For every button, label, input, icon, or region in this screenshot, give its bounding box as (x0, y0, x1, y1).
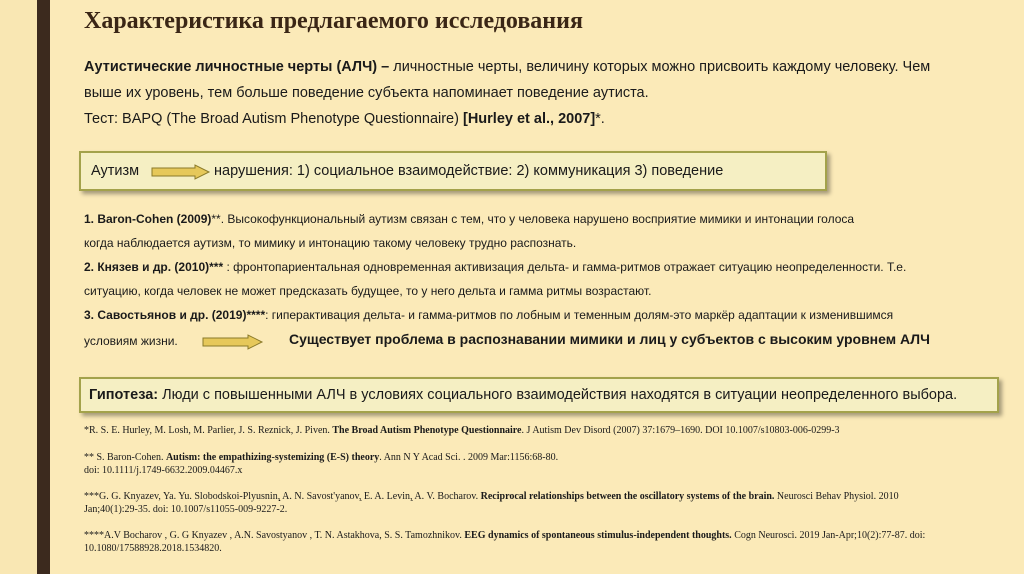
hypothesis-label: Гипотеза: (89, 387, 159, 403)
test-footnote-mark: *. (595, 111, 605, 127)
reference-2-doi: doi: 10.1111/j.1749-6632.2009.04467.x (84, 465, 243, 476)
reference-1-authors: *R. S. E. Hurley, M. Losh, M. Parlier, J. S. Reznick, J. Piven. (84, 425, 333, 436)
alch-definition: личностные черты, величину которых можно присвоить каждому человеку. Чем (389, 59, 931, 75)
autism-violations: нарушения: 1) социальное взаимодействие: 2) коммуникация 3) поведение (214, 163, 724, 179)
reference-4 (84, 530, 984, 543)
study-1-author: 1. Baron-Cohen (2009) (84, 212, 212, 226)
reference-2-title: Autism: the empathizing-systemizing (E-S) theory (165, 452, 380, 463)
reference-2-authors: ** S. Baron-Cohen. (84, 452, 166, 463)
reference-1-source: . J Autism Dev Disord (2007) 37:1679–1690. DOI 10.1007/s10803-006-0299-3 (521, 425, 840, 436)
study-1-text: **. Высокофункциональный аутизм связан с тем, что у человека нарушено восприятие мимики и интонации голоса (211, 212, 855, 226)
reference-3-author-c: E. A. Levin (361, 491, 410, 502)
reference-4-title: EEG dynamics of spontaneous stimulus-independent thoughts. (464, 530, 732, 541)
intro-line-1 (84, 54, 984, 80)
reference-3-author-b: A. N. Savost'yanov (280, 491, 359, 502)
autism-label: Аутизм (91, 163, 140, 179)
reference-3-separator: , (409, 491, 413, 502)
study-2-line-2: ситуацию, когда человек не может предсказать будущее, то у него дельта и гамма ритмы возрастают. (84, 284, 652, 298)
slide-title: Характеристика предлагаемого исследования (84, 8, 583, 34)
reference-3 (84, 491, 984, 504)
reference-3-doi: Jan;40(1):29-35. doi: 10.1007/s11055-009-9227-2. (84, 504, 288, 515)
reference-3-author-a: ***G. G. Knyazev, Ya. Yu. Slobodskoi-Plyusnin (84, 491, 278, 502)
study-1 (84, 212, 854, 226)
reference-1 (84, 425, 984, 438)
arrow-right-icon (151, 164, 211, 180)
reference-4-authors: ****A.V Bocharov , G. G Knyazev , A.N. Savostyanov , T. N. Astakhova, S. S. Tamozhnikov. (84, 530, 465, 541)
intro-paragraph (84, 54, 984, 132)
reference-3-source: Neurosci Behav Physiol. 2010 (774, 491, 899, 502)
study-3-text: : гиперактивация дельта- и гамма-ритмов по лобным и теменным долям-это маркёр адаптации к изменившимся (265, 308, 894, 322)
left-decorative-bar (0, 0, 50, 574)
reference-4-doi: 10.1080/17588928.2018.1534820. (84, 543, 222, 554)
reference-4-source: Cogn Neurosci. 2019 Jan-Apr;10(2):77-87. doi: (731, 530, 926, 541)
hypothesis-box (79, 377, 999, 413)
test-citation: [Hurley et al., 2007] (462, 111, 596, 127)
study-2 (84, 260, 906, 274)
reference-3-title: Reciprocal relationships between the oscillatory systems of the brain. (480, 491, 775, 502)
reference-3-separator: , (358, 491, 362, 502)
study-1-line-2: когда наблюдается аутизм, то мимику и интонацию такому человеку трудно распознать. (84, 236, 577, 250)
intro-line-3 (84, 106, 984, 132)
hypothesis-statement: Люди с повышенными АЛЧ в условиях социального взаимодействия находятся в ситуации неопределенного выбора. (158, 387, 958, 403)
reference-3-author-d: A. V. Bocharov. (412, 491, 481, 502)
intro-line-2: выше их уровень, тем больше поведение субъекта напоминает поведение аутиста. (84, 85, 649, 101)
conclusion-text: Существует проблема в распознавании мимики и лиц у субъектов с высоким уровнем АЛЧ (289, 331, 930, 347)
study-2-text: : фронтопариентальная одновременная активизация дельта- и гамма-ритмов отражает ситуацию неопределенности. Т.е. (223, 260, 907, 274)
dark-stripe (37, 0, 50, 574)
reference-2-source: . Ann N Y Acad Sci. . 2009 Mar:1156:68-80. (379, 452, 559, 463)
study-3-author: 3. Савостьянов и др. (2019)**** (84, 308, 266, 322)
reference-2 (84, 452, 984, 465)
study-2-author: 2. Князев и др. (2010)*** (84, 260, 224, 274)
alch-term: Аутистические личностные черты (АЛЧ) – (84, 59, 390, 75)
autism-box (79, 151, 827, 191)
reference-1-title: The Broad Autism Phenotype Questionnaire (332, 425, 522, 436)
reference-3-separator: , (277, 491, 281, 502)
test-name: Тест: BAPQ (The Broad Autism Phenotype Questionnaire) (84, 111, 463, 127)
arrow-right-icon (202, 334, 264, 350)
study-3 (84, 308, 893, 322)
study-3-line-2: условиям жизни. (84, 334, 178, 348)
hypothesis-text (89, 387, 957, 403)
